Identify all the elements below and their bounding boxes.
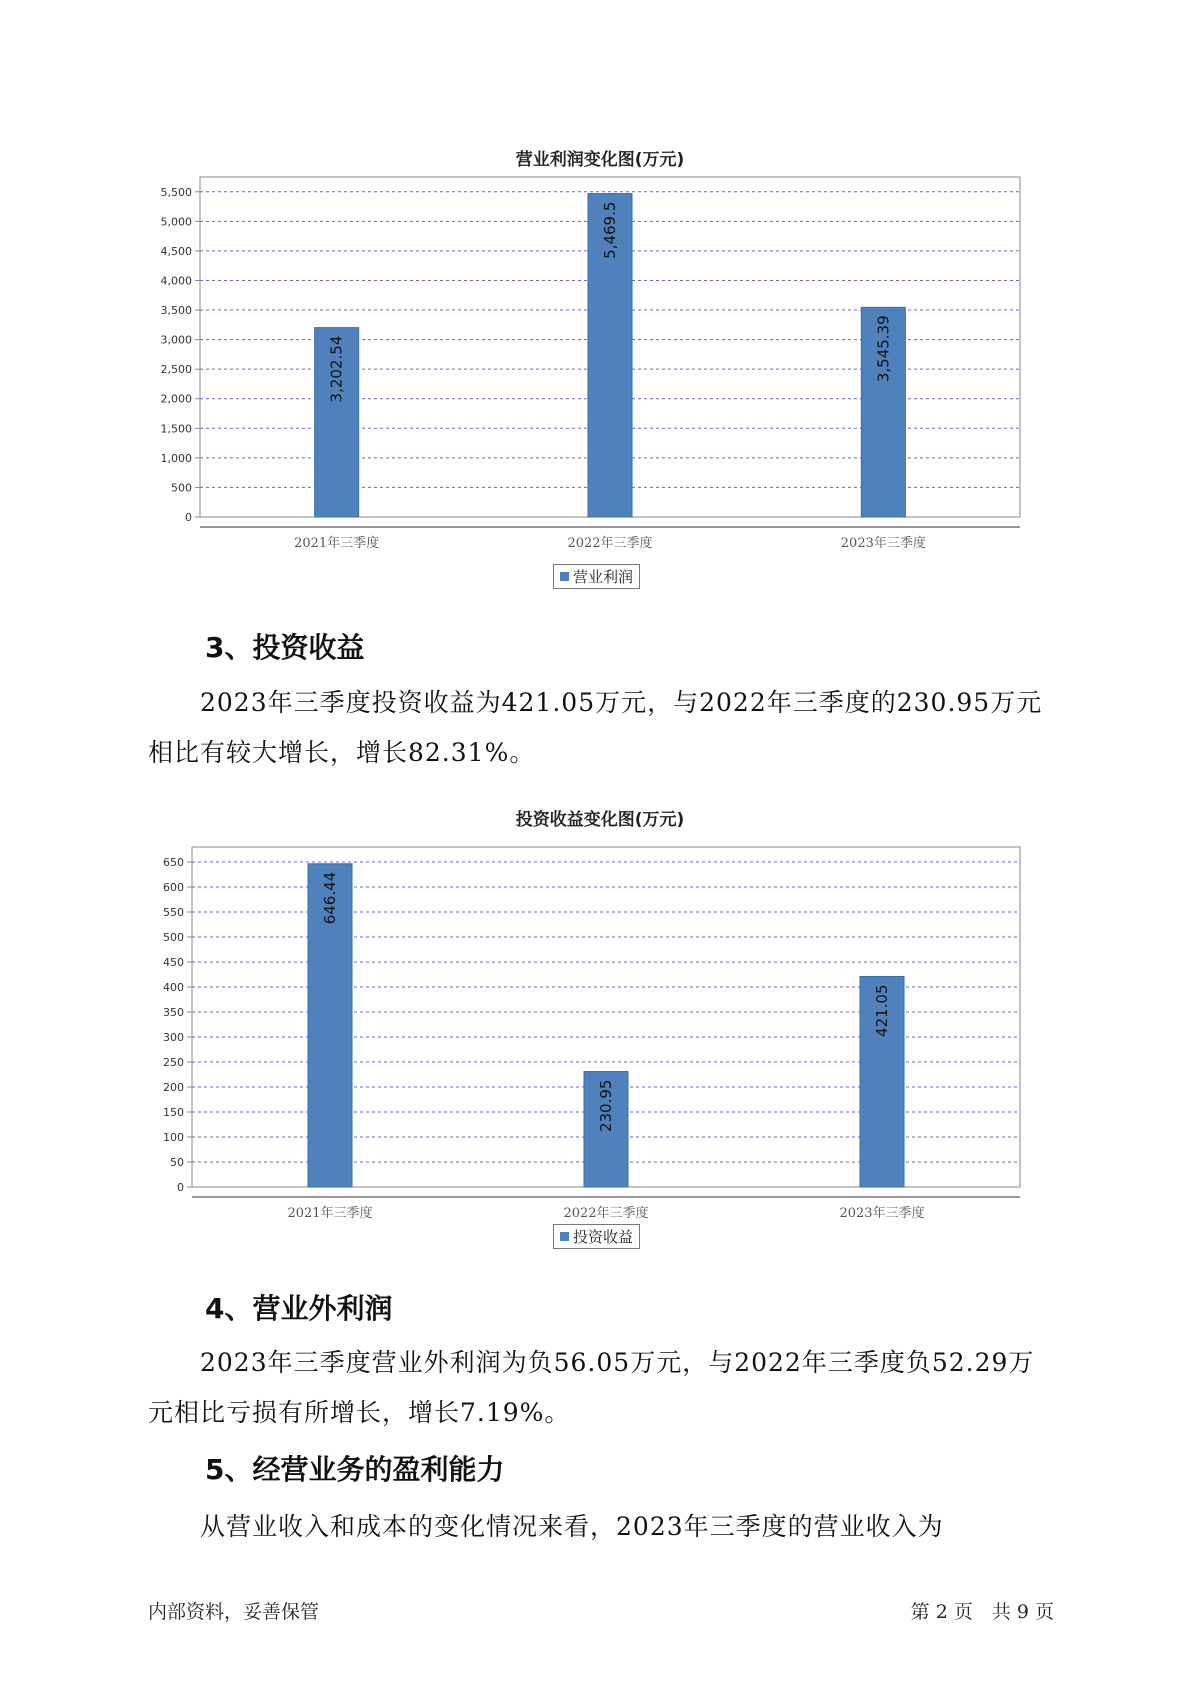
section-heading-investment-income: 3、投资收益 [205,631,365,664]
x-category-label: 2023年三季度 [839,1206,925,1221]
footer-confidential-note: 内部资料，妥善保管 [148,1601,320,1623]
section-heading-profitability: 5、经营业务的盈利能力 [205,1453,505,1486]
y-tick-label: 600 [163,881,184,894]
bar-value-label: 3,202.54 [327,335,346,403]
y-tick-label: 450 [163,956,184,969]
y-tick-label: 200 [163,1081,184,1094]
footer-page-number: 第 2 页 共 9 页 [910,1601,1054,1623]
operating-profit-chart [160,140,1030,600]
y-tick-label: 100 [163,1131,184,1144]
paragraph-non-operating-profit [148,1338,1048,1438]
y-tick-label: 400 [163,981,184,994]
chart-legend [553,564,640,589]
paragraph-line: 相比有较大增长，增长82.31%。 [148,738,536,767]
x-category-label: 2022年三季度 [567,536,653,551]
y-tick-label: 5,500 [160,185,192,199]
y-tick-label: 550 [163,906,184,919]
investment-income-chart-plot [163,835,1030,1235]
bar-value-label: 3,545.39 [874,315,893,383]
chart-legend [553,1224,640,1249]
y-tick-label: 2,500 [160,363,192,377]
y-tick-label: 4,000 [160,274,192,288]
bar-value-label: 646.44 [321,871,339,925]
y-tick-label: 350 [163,1006,184,1019]
legend-label: 投资收益 [573,1228,634,1246]
y-tick-label: 3,500 [160,304,192,318]
x-category-label: 2022年三季度 [563,1206,649,1221]
y-tick-label: 300 [163,1031,184,1044]
paragraph-line: 2023年三季度营业外利润为负56.05万元，与2022年三季度负52.29万 [200,1348,1035,1377]
y-tick-label: 0 [177,1181,184,1194]
y-tick-label: 5,000 [160,215,192,229]
bar-value-label: 230.95 [597,1079,615,1133]
bar-value-label: 421.05 [873,984,891,1037]
chart-title: 营业利润变化图(万元) [515,150,685,170]
paragraph-line: 元相比亏损有所增长，增长7.19%。 [148,1398,571,1427]
y-tick-label: 500 [171,481,192,495]
legend-swatch-icon [560,1232,569,1241]
paragraph-profitability [148,1502,1048,1552]
x-category-label: 2023年三季度 [840,536,926,551]
y-tick-label: 250 [163,1056,184,1069]
y-tick-label: 3,000 [160,333,192,347]
legend-label: 营业利润 [573,568,634,586]
y-tick-label: 150 [163,1106,184,1119]
legend-swatch-icon [560,572,569,581]
bar-value-label: 5,469.5 [601,201,619,259]
paragraph-line: 从营业收入和成本的变化情况来看，2023年三季度的营业收入为 [200,1512,944,1541]
y-tick-label: 4,500 [160,244,192,258]
paragraph-investment-income [148,678,1048,778]
y-tick-label: 0 [185,511,192,524]
section-heading-non-operating-profit: 4、营业外利润 [205,1292,393,1325]
y-tick-label: 50 [170,1156,184,1169]
y-tick-label: 1,000 [160,451,192,465]
operating-profit-chart-plot [160,175,1030,575]
y-tick-label: 2,000 [160,392,192,406]
investment-income-chart [163,800,1030,1260]
paragraph-line: 2023年三季度投资收益为421.05万元，与2022年三季度的230.95万元 [200,688,1043,717]
chart-title: 投资收益变化图(万元) [515,810,685,830]
x-category-label: 2021年三季度 [294,536,380,551]
y-tick-label: 1,500 [160,422,192,436]
y-tick-label: 650 [163,856,184,869]
x-category-label: 2021年三季度 [287,1206,373,1221]
y-tick-label: 500 [163,931,184,944]
